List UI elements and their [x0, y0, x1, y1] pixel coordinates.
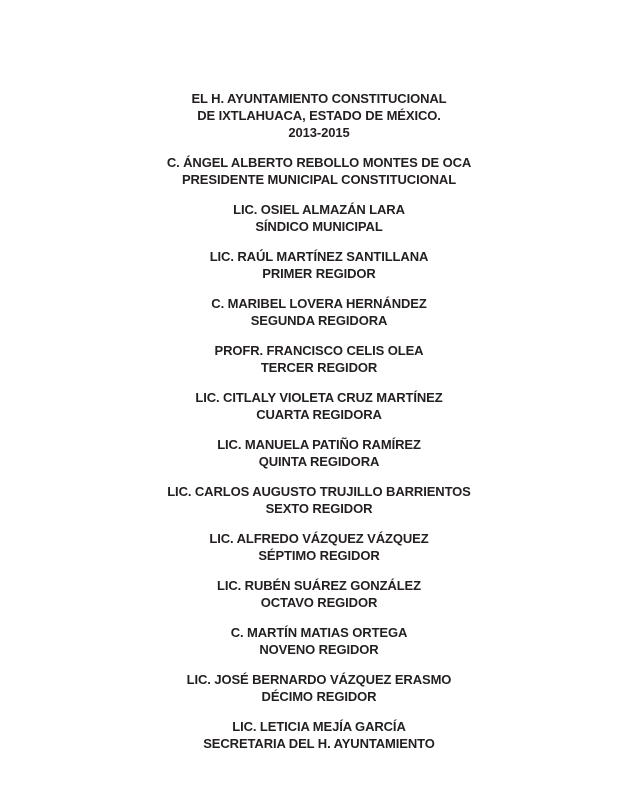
member-name: LIC. RUBÉN SUÁREZ GONZÁLEZ — [217, 578, 421, 593]
document-page — [0, 90, 638, 765]
member-entry — [0, 248, 638, 282]
member-entry — [0, 201, 638, 235]
member-entry — [0, 436, 638, 470]
member-entry — [0, 295, 638, 329]
member-role: SÉPTIMO REGIDOR — [258, 548, 380, 563]
member-name: LIC. LETICIA MEJÍA GARCÍA — [232, 719, 406, 734]
member-name: LIC. CITLALY VIOLETA CRUZ MARTÍNEZ — [195, 390, 443, 405]
member-entry — [0, 483, 638, 517]
member-name: LIC. RAÚL MARTÍNEZ SANTILLANA — [209, 249, 429, 264]
member-name: LIC. CARLOS AUGUSTO TRUJILLO BARRIENTOS — [167, 484, 471, 499]
member-role: PRIMER REGIDOR — [262, 266, 376, 281]
member-role: TERCER REGIDOR — [260, 360, 378, 375]
header-line-1: EL H. AYUNTAMIENTO CONSTITUCIONAL — [191, 91, 447, 106]
member-name: C. MARIBEL LOVERA HERNÁNDEZ — [211, 296, 427, 311]
member-name: LIC. OSIEL ALMAZÁN LARA — [233, 202, 405, 217]
member-role: PRESIDENTE MUNICIPAL CONSTITUCIONAL — [181, 172, 457, 187]
member-role: OCTAVO REGIDOR — [260, 595, 378, 610]
member-entry — [0, 154, 638, 188]
member-role: SEXTO REGIDOR — [265, 501, 373, 516]
member-name: C. MARTÍN MATIAS ORTEGA — [230, 625, 408, 640]
member-name: LIC. MANUELA PATIÑO RAMÍREZ — [217, 437, 421, 452]
member-entry — [0, 718, 638, 752]
member-role: DÉCIMO REGIDOR — [261, 689, 377, 704]
header-period: 2013-2015 — [288, 125, 350, 140]
council-header — [0, 90, 638, 141]
member-role: QUINTA REGIDORA — [258, 454, 380, 469]
member-role: CUARTA REGIDORA — [256, 407, 382, 422]
member-entry — [0, 342, 638, 376]
header-line-2: DE IXTLAHUACA, ESTADO DE MÉXICO. — [197, 108, 441, 123]
member-entry — [0, 530, 638, 564]
member-role: NOVENO REGIDOR — [259, 642, 379, 657]
member-entry — [0, 577, 638, 611]
member-name: LIC. ALFREDO VÁZQUEZ VÁZQUEZ — [209, 531, 429, 546]
member-name: C. ÁNGEL ALBERTO REBOLLO MONTES DE OCA — [166, 155, 472, 170]
member-name: LIC. JOSÉ BERNARDO VÁZQUEZ ERASMO — [186, 672, 452, 687]
member-entry — [0, 624, 638, 658]
member-role: SECRETARIA DEL H. AYUNTAMIENTO — [203, 736, 435, 751]
member-role: SÍNDICO MUNICIPAL — [255, 219, 383, 234]
member-entry — [0, 389, 638, 423]
member-role: SEGUNDA REGIDORA — [250, 313, 388, 328]
member-name: PROFR. FRANCISCO CELIS OLEA — [214, 343, 424, 358]
member-entry — [0, 671, 638, 705]
